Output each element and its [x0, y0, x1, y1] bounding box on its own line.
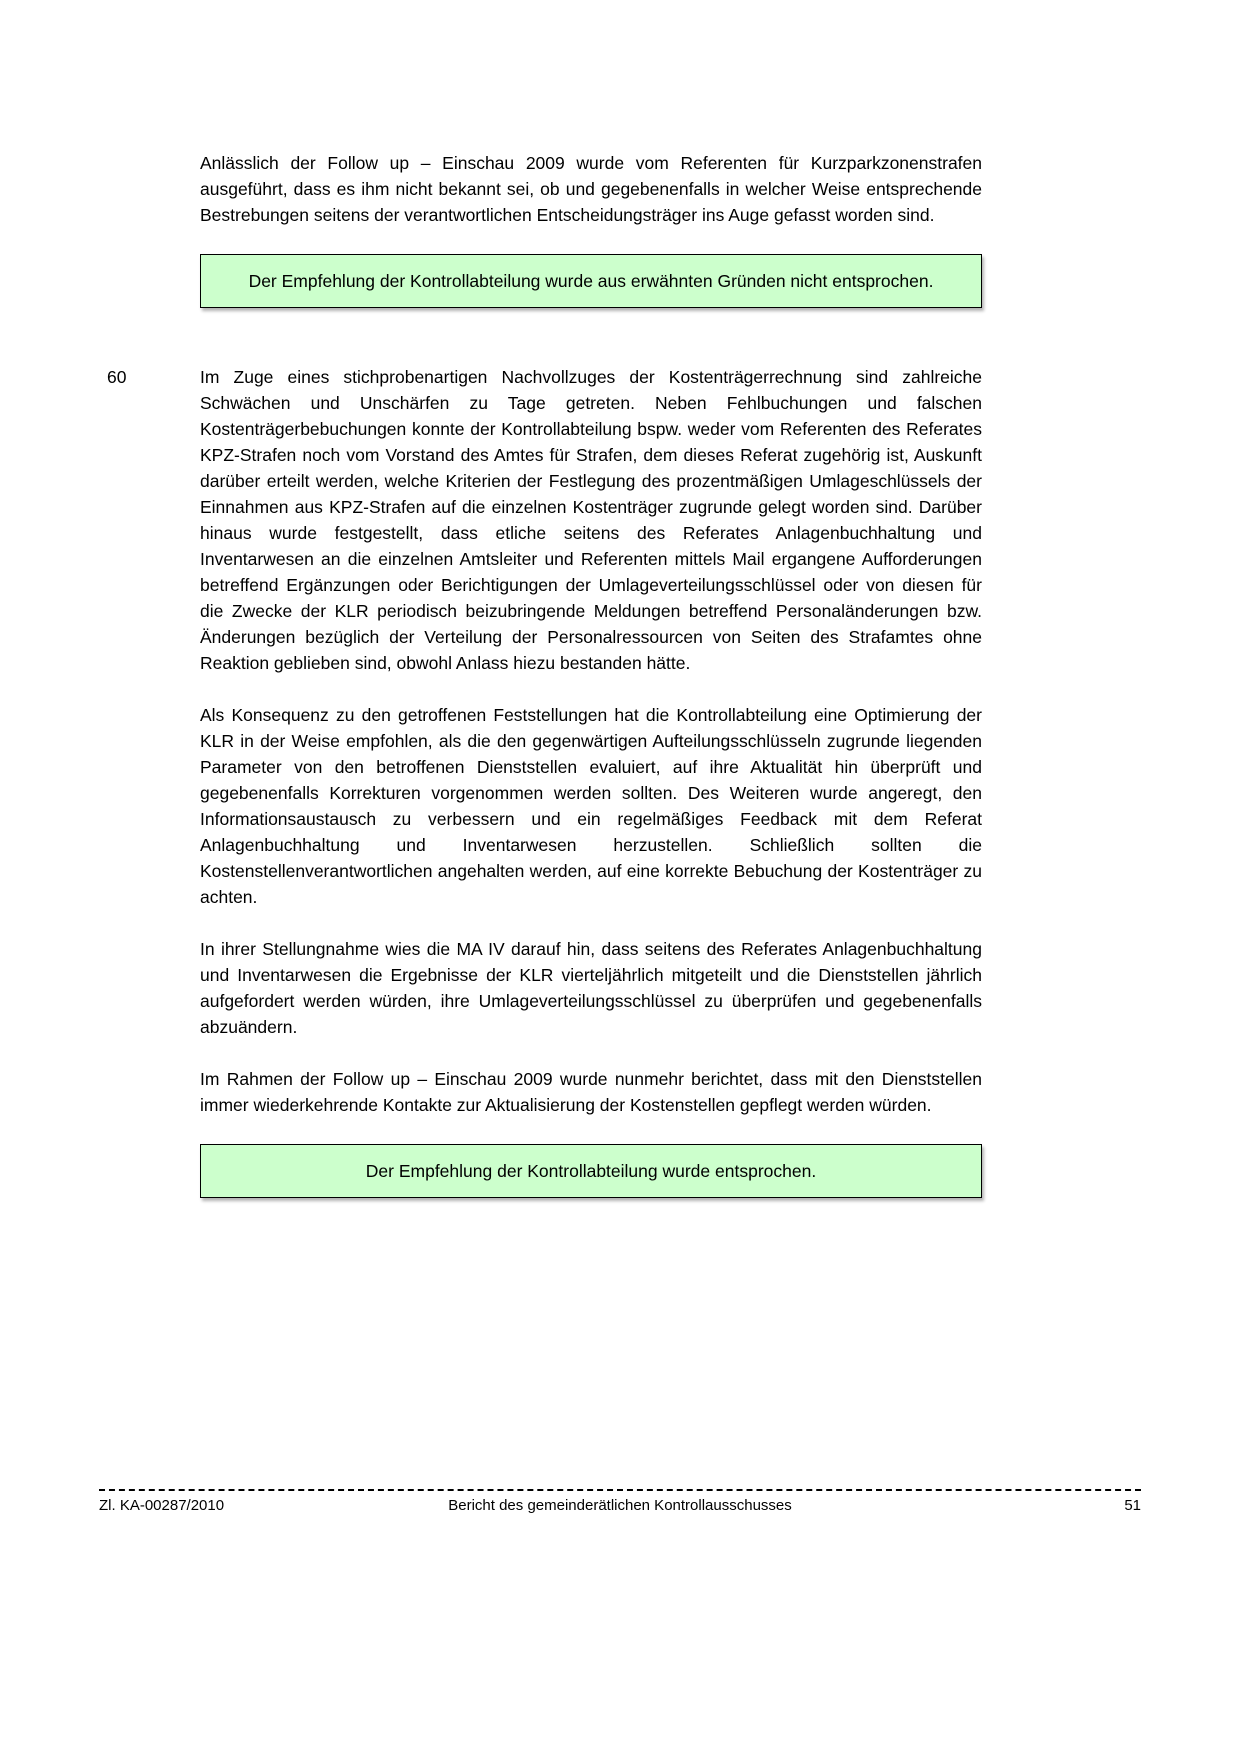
- item-paragraph-statement: In ihrer Stellungnahme wies die MA IV darauf hin, dass seitens des Referates Anlagenbuchhaltung und Inventarwesen die Ergebnisse der KLR vierteljährlich mitgeteilt und die Dienststellen jährlich aufgefordert werden würden, ihre Umlageverteilungsschlüssel zu überprüfen und gegebenenfalls abzuändern.: [200, 939, 982, 1037]
- recommendation-box-followed: [200, 1144, 982, 1198]
- page-footer: [99, 1489, 1141, 1515]
- footer-reference-number: Zl. KA-00287/2010: [99, 1497, 225, 1514]
- footer-page-number: 51: [1124, 1497, 1141, 1514]
- item-paragraph-recommendation: Als Konsequenz zu den getroffenen Feststellungen hat die Kontrollabteilung eine Optimierung der KLR in der Weise empfohlen, als die den gegenwärtigen Aufteilungsschlüsseln zugrunde liegenden Parameter von den betroffenen Dienststellen evaluiert, auf ihre Aktualität hin überprüft und gegebenenfalls Korrekturen vorgenommen werden sollten. Des Weiteren wurde angeregt, den Informationsaustausch zu verbessern und ein regelmäßiges Feedback mit dem Referat Anlagenbuchhaltung und Inventarwesen herzustellen. Schließlich sollten die Kostenstellenverantwortlichen angehalten werden, auf eine korrekte Bebuchung der Kostenträger zu achten.: [200, 705, 982, 907]
- intro-paragraph: Anlässlich der Follow up – Einschau 2009 wurde vom Referenten für Kurzparkzonenstrafen ausgeführt, dass es ihm nicht bekannt sei, ob und gegebenenfalls in welcher Weise entsprechende Bestrebungen seitens der verantwortlichen Entscheidungsträger ins Auge gefasst worden sind.: [200, 153, 982, 225]
- footer-report-title: Bericht des gemeinderätlichen Kontrollausschusses: [448, 1497, 792, 1514]
- page-content: [107, 150, 982, 1198]
- item-paragraph-findings: Im Zuge eines stichprobenartigen Nachvollzuges der Kostenträgerrechnung sind zahlreiche Schwächen und Unschärfen zu Tage getreten. Neben Fehlbuchungen und falschen Kostenträgerbebuchungen konnte der Kontrollabteilung bspw. weder vom Referenten des Referates KPZ-Strafen noch vom Vorstand des Amtes für Strafen, dem dieses Referat zugehörig ist, Auskunft darüber erteilt werden, welche Kriterien der Festlegung des prozentmäßigen Umlageschlüssels der Einnahmen aus KPZ-Strafen auf die einzelnen Kostenträger zugrunde gelegt worden sind. Darüber hinaus wurde festgestellt, dass etliche seitens des Referates Anlagenbuchhaltung und Inventarwesen an die einzelnen Amtsleiter und Referenten mittels Mail ergangene Aufforderungen betreffend Ergänzungen oder Berichtigungen der Umlageverteilungsschlüssel oder von diesen für die Zwecke der KLR periodisch beizubringende Meldungen betreffend Personaländerungen bzw. Änderungen bezüglich der Verteilung der Personalressourcen von Seiten des Strafamtes ohne Reaktion geblieben sind, obwohl Anlass hiezu bestanden hätte.: [200, 367, 982, 673]
- report-item-60: [107, 364, 982, 1198]
- recommendation-box-not-followed: [200, 254, 982, 308]
- item-number: 60: [107, 367, 127, 387]
- recommendation-box-text: Der Empfehlung der Kontrollabteilung wurde aus erwähnten Gründen nicht entsprochen.: [248, 271, 934, 291]
- item-paragraph-followup: Im Rahmen der Follow up – Einschau 2009 wurde nunmehr berichtet, dass mit den Dienststellen immer wiederkehrende Kontakte zur Aktualisierung der Kostenstellen gepflegt werden würden.: [200, 1069, 982, 1115]
- recommendation-box-text: Der Empfehlung der Kontrollabteilung wurde entsprochen.: [365, 1161, 817, 1181]
